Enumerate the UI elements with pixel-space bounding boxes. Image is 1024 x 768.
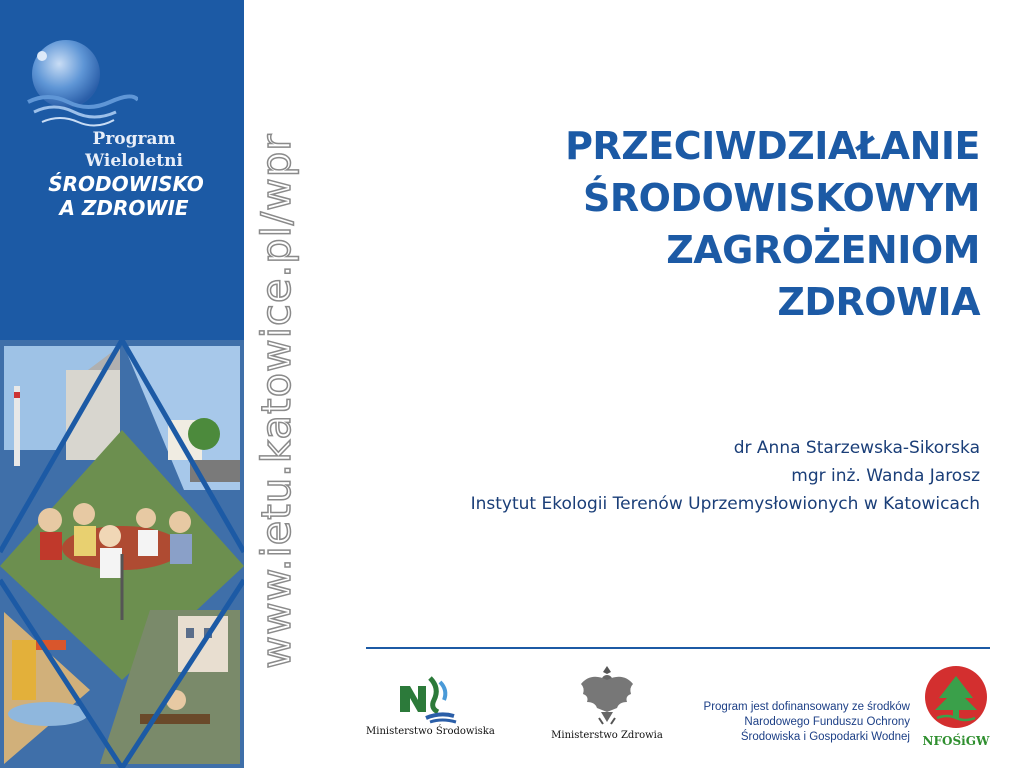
funding-line-3: Środowiska i Gospodarki Wodnej — [740, 731, 910, 743]
authors-block — [340, 434, 980, 518]
funding-note — [650, 700, 910, 745]
globe-waves-icon — [20, 32, 138, 132]
ministry-environment-emblem-icon — [396, 672, 460, 726]
author-1: dr Anna Starzewska-Sikorska — [733, 438, 980, 458]
nfosigw-emblem-icon — [923, 664, 989, 730]
nfosigw-logo — [920, 664, 992, 750]
title-line-2: ŚRODOWISKOWYM — [583, 176, 980, 220]
program-name-block — [0, 128, 232, 220]
title-line-4: ZDROWIA — [777, 280, 980, 324]
program-line-2: Wieloletni — [85, 151, 183, 171]
eagle-emblem-icon — [577, 662, 637, 726]
ministry-environment-label: Ministerstwo Środowiska — [366, 726, 495, 737]
institution: Instytut Ekologii Terenów Uprzemysłowionych w Katowicach — [470, 494, 980, 514]
ministry-health-label: Ministerstwo Zdrowia — [551, 730, 663, 741]
website-url[interactable]: www.ietu.katowice.pl/wpr — [254, 133, 300, 669]
left-sidebar-panel — [0, 0, 244, 768]
photo-collage-playground — [0, 340, 244, 768]
title-line-3: ZAGROŻENIOM — [666, 228, 980, 272]
program-line-1: Program — [92, 129, 176, 149]
vertical-url-container — [252, 95, 302, 707]
funding-line-1: Program jest dofinansowany ze środków — [703, 701, 910, 713]
footer-divider — [366, 647, 990, 649]
program-line-4: A ZDROWIE — [59, 196, 189, 220]
nfosigw-label: NFOŚiGW — [922, 734, 990, 748]
presentation-title — [420, 120, 980, 328]
author-2: mgr inż. Wanda Jarosz — [791, 466, 980, 486]
program-line-3: ŚRODOWISKO — [48, 172, 204, 196]
funding-line-2: Narodowego Funduszu Ochrony — [744, 716, 910, 728]
ministry-environment-logo — [366, 672, 495, 750]
title-line-1: PRZECIWDZIAŁANIE — [565, 124, 980, 168]
